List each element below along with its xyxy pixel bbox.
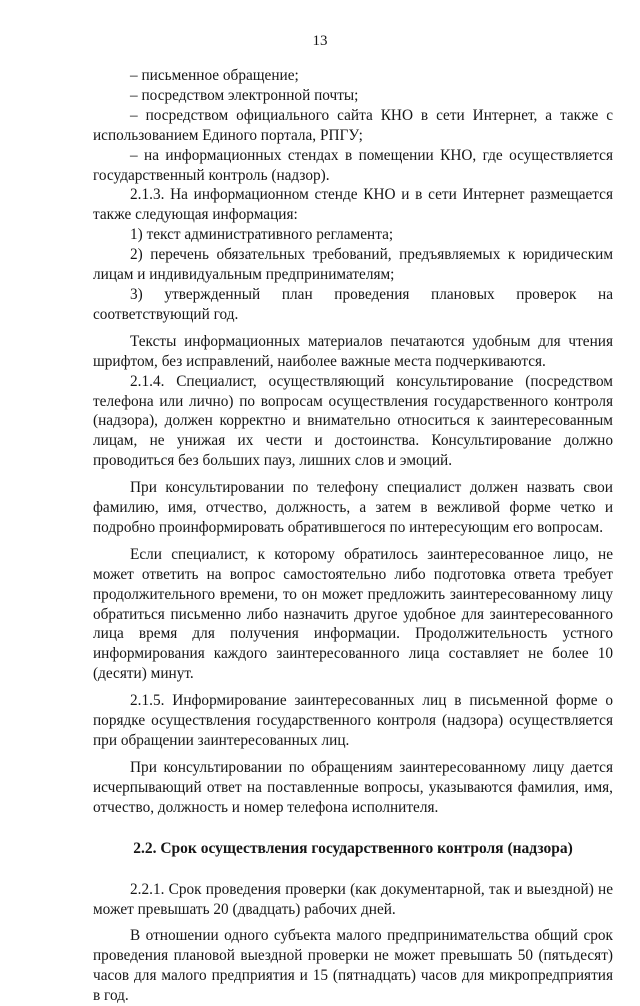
paragraph-phone-consulting: При консультировании по телефону специалист должен назвать свои фамилию, имя, отчество, должность, а затем в вежливой форме четко и подробно проинформировать обратившегося по интересующим его вопросам. xyxy=(93,479,613,536)
paragraph-materials-font: Тексты информационных материалов печатаются удобным для чтения шрифтом, без исправлений, наиболее важные места подчеркиваются. xyxy=(93,332,613,370)
paragraph-small-business-term: В отношении одного субъекта малого предпринимательства общий срок проведения плановой выездной проверки не может превышать 50 (пятьдесят) часов для малого предприятия и 15 (пятнадцать) часов для микропредприятия в год. xyxy=(93,927,613,1005)
paragraph-2-1-5: 2.1.5. Информирование заинтересованных лиц в письменной форме о порядке осуществления государственного контроля (надзора) осуществляется при обращении заинтересованных лиц. xyxy=(93,692,613,749)
paragraph-2-2-1: 2.2.1. Срок проведения проверки (как документарной, так и выездной) не может превышать 20 (двадцать) рабочих дней. xyxy=(93,880,613,918)
list-item-regulation-text: 1) текст административного регламента; xyxy=(130,226,394,244)
page-number: 13 xyxy=(312,33,328,49)
page-body xyxy=(93,66,613,1006)
list-item-info-stands: – на информационных стендах в помещении КНО, где осуществляется государственный контроль (надзор). xyxy=(93,146,613,184)
list-item-requirements: 2) перечень обязательных требований, предъявляемых к юридическим лицам и индивидуальным предпринимателям; xyxy=(93,246,613,284)
list-item-written-request: – письменное обращение; xyxy=(130,67,299,84)
paragraph-written-answers: При консультировании по обращениям заинтересованному лицу дается исчерпывающий ответ на поставленные вопросы, указываются фамилия, имя, отчество, должность и номер телефона исполнителя. xyxy=(93,758,613,816)
list-item-official-site: – посредством официального сайта КНО в сети Интернет, а также с использованием Единого портала, РПГУ; xyxy=(93,106,613,144)
section-heading-2-2: 2.2. Срок осуществления государственного контроля (надзора) xyxy=(133,839,573,857)
paragraph-written-referral: Если специалист, к которому обратилось заинтересованное лицо, не может ответить на вопрос самостоятельно либо подготовка ответа требует продолжительного времени, то он может предложить заинтересованному лицу обратиться письменно либо назначить другое удобное для заинтересованного лица время для получения информации. Продолжительность устного информирования каждого заинтересованного лица составляет не более 10 (десяти) минут. xyxy=(93,545,613,683)
paragraph-2-1-3: 2.1.3. На информационном стенде КНО и в сети Интернет размещается также следующая информация: xyxy=(93,186,613,224)
list-item-inspection-plan: 3) утвержденный план проведения плановых проверок на соответствующий год. xyxy=(93,285,613,323)
list-item-email: – посредством электронной почты; xyxy=(130,86,359,104)
paragraph-2-1-4: 2.1.4. Специалист, осуществляющий консультирование (посредством телефона или лично) по вопросам осуществления государственного контроля (надзора), должен корректно и внимательно относиться к заинтересованным лицам, не унижая их чести и достоинства. Консультирование должно проводиться без больших пауз, лишних слов и эмоций. xyxy=(93,372,613,470)
